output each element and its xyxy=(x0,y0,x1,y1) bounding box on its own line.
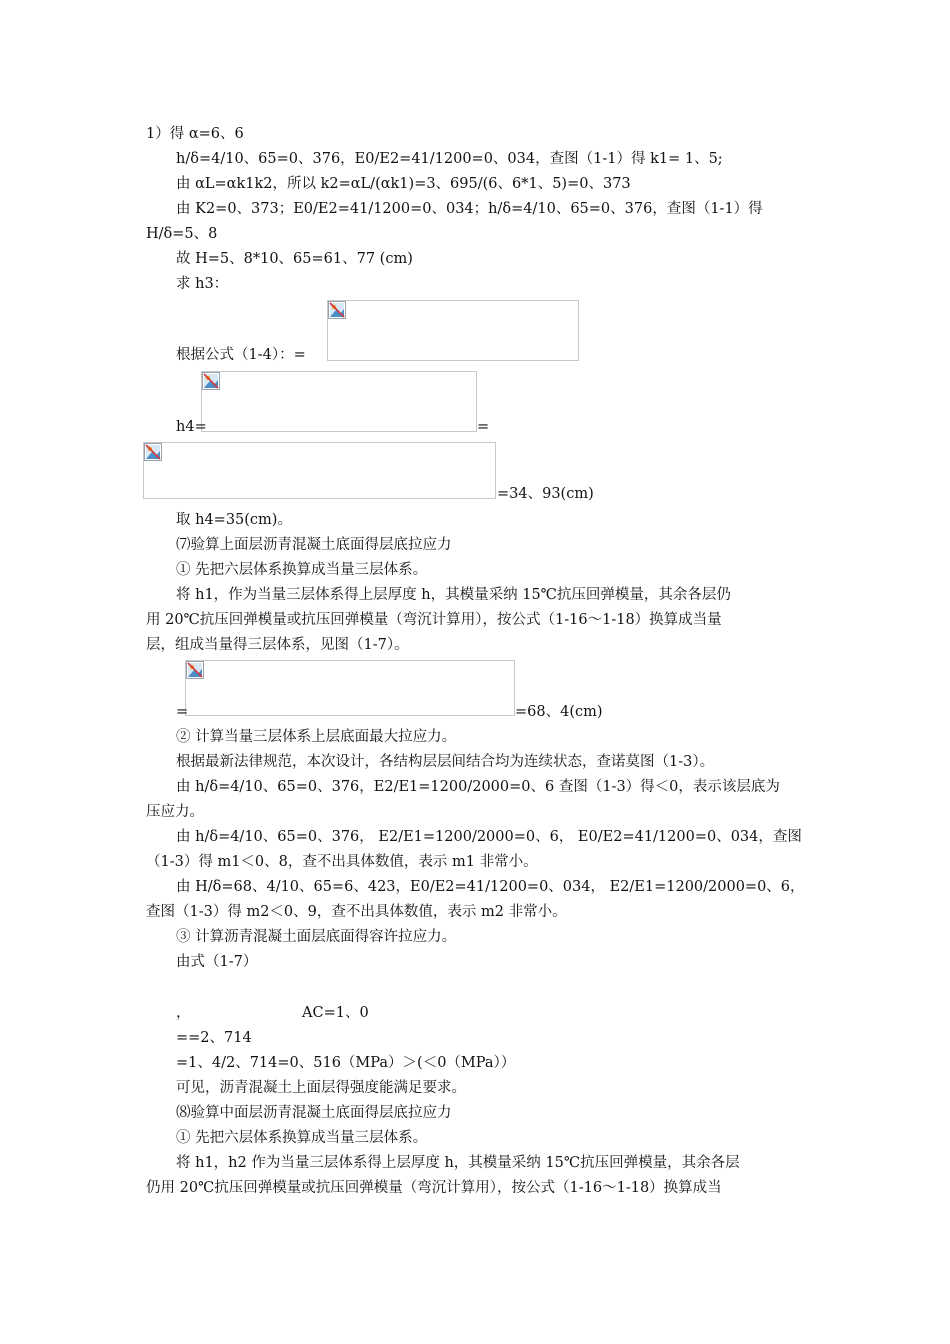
line-comma: ， xyxy=(176,1005,191,1021)
formula-image-2 xyxy=(201,371,477,432)
para-6-line-1: 将 h1，h2 作为当量三层体系得上层厚度 h，其模量采纳 15℃抗压回弹模量，其余各层 xyxy=(176,1155,740,1171)
broken-image-icon xyxy=(202,372,220,390)
section-7-heading: ⑺验算上面层沥青混凝土底面得层底拉应力 xyxy=(176,537,452,553)
formula-image-4 xyxy=(185,660,515,716)
line-seek-h3: 求 h3： xyxy=(176,276,229,292)
line-H-equals: = xyxy=(176,704,189,720)
para-5-line-1: 由 H/δ=68、4/10、65=6、423，E0/E2=41/1200=0、034， E2/E1=1200/2000=0、6， xyxy=(176,879,805,895)
para-4-line-1: 由 h/δ=4/10、65=0、376， E2/E1=1200/2000=0、6， E0/E2=41/1200=0、034，查图 xyxy=(176,829,802,845)
formula-image-3 xyxy=(143,442,496,499)
line-H: 故 H=5、8*10、65=61、77 (cm) xyxy=(176,251,413,267)
para-5-line-2: 查图（1-3）得 m2＜0、9，查不出具体数值，表示 m2 非常小。 xyxy=(146,904,567,920)
line-H-delta: H/δ=5、8 xyxy=(146,226,218,242)
line-h4-equals: = xyxy=(477,419,490,435)
broken-image-icon xyxy=(144,443,162,461)
para-1-line-1: 将 h1，作为当量三层体系得上层厚度 h，其模量采纳 15℃抗压回弹模量，其余各层仍 xyxy=(176,587,731,603)
line-k2: 由 αL=αk1k2，所以 k2=αL/(αk1)=3、695/(6、6*1、5)=0、373 xyxy=(176,176,631,192)
formula-image-1 xyxy=(327,300,579,361)
line-alpha: 1）得 α=6、6 xyxy=(146,126,244,142)
broken-image-icon xyxy=(328,301,346,319)
line-conclusion: 可见，沥青混凝土上面层得强度能满足要求。 xyxy=(176,1080,466,1096)
line-ks: ==2、714 xyxy=(176,1030,252,1046)
para-3-line-1: 由 h/δ=4/10、65=0、376，E2/E1=1200/2000=0、6 查图（1-3）得＜0，表示该层底为 xyxy=(176,779,780,795)
line-formula-1-4: 根据公式（1-4）：= xyxy=(176,347,306,363)
para-4-line-2: （1-3）得 m1＜0、8，查不出具体数值，表示 m1 非常小。 xyxy=(146,854,538,870)
line-H-result: =68、4(cm) xyxy=(515,704,603,720)
line-h4: h4= xyxy=(176,419,207,435)
para-6-line-2: 仍用 20℃抗压回弹模量或抗压回弹模量（弯沉计算用），按公式（1-16～1-18）换算成当 xyxy=(146,1180,722,1196)
line-formula-1-7: 由式（1-7） xyxy=(176,954,258,970)
line-k2-lookup: 由 K2=0、373；E0/E2=41/1200=0、034；h/δ=4/10、65=0、376，查图（1-1）得 xyxy=(176,201,763,217)
para-1-line-3: 层，组成当量得三层体系，见图（1-7）。 xyxy=(146,637,409,653)
line-AC: AC=1、0 xyxy=(302,1005,369,1021)
line-h-delta: h/δ=4/10、65=0、376，E0/E2=41/1200=0、034，查图（1-1）得 k1= 1、5; xyxy=(176,151,723,167)
para-1-line-2: 用 20℃抗压回弹模量或抗压回弹模量（弯沉计算用），按公式（1-16～1-18）换算成当量 xyxy=(146,612,722,628)
line-h4-result: =34、93(cm) xyxy=(497,486,594,502)
line-take-h4: 取 h4=35(cm)。 xyxy=(176,512,292,528)
step-3-heading: ③ 计算沥青混凝土面层底面得容许拉应力。 xyxy=(176,929,457,945)
step-1-heading: ① 先把六层体系换算成当量三层体系。 xyxy=(176,562,428,578)
para-2-line-1: 根据最新法律规范，本次设计，各结构层层间结合均为连续状态，查诺莫图（1-3）。 xyxy=(176,754,715,770)
broken-image-icon xyxy=(186,661,204,679)
step-2-heading: ② 计算当量三层体系上层底面最大拉应力。 xyxy=(176,729,457,745)
section-8-heading: ⑻验算中面层沥青混凝土底面得层底拉应力 xyxy=(176,1105,452,1121)
para-3-line-2: 压应力。 xyxy=(146,804,204,820)
line-allowable-stress: =1、4/2、714=0、516（MPa）＞(＜0（MPa）） xyxy=(176,1055,516,1071)
step-1b-heading: ① 先把六层体系换算成当量三层体系。 xyxy=(176,1130,428,1146)
